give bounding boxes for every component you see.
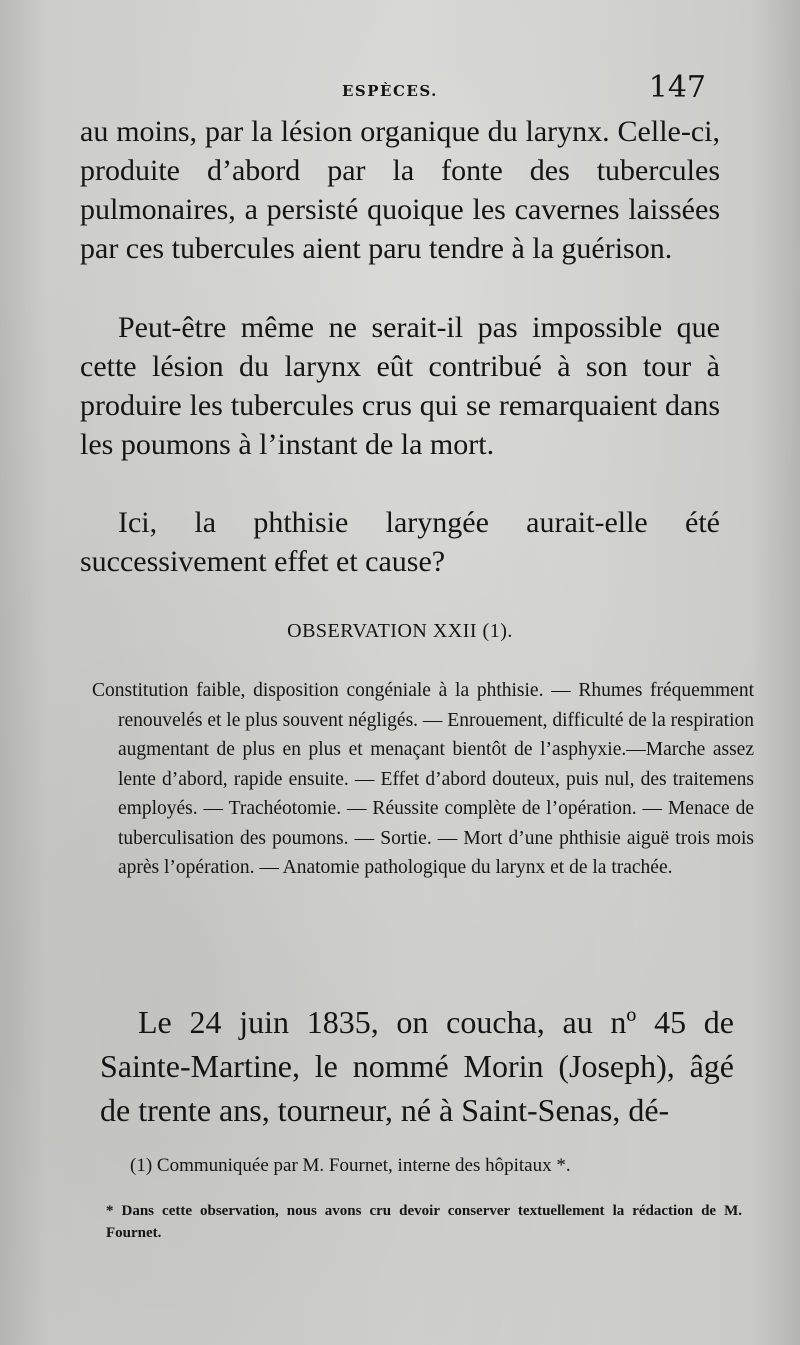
paragraph-2 [80,308,720,464]
observation-narrative-text: Le 24 juin 1835, on coucha, au nº 45 de Sainte-Martine, le nommé Morin (Joseph), âgé de trente ans, tourneur, né à Saint-Senas, dé- [100,1004,734,1128]
observation-title: OBSERVATION XXII (1). [287,620,513,642]
page-number: 147 [648,70,706,105]
observation-summary: Constitution faible, disposition congéniale à la phthisie. — Rhumes fréquemment renouvelés et le plus souvent négligés. — Enrouement, difficulté de la respiration augmentant de plus en plus et menaçant bientôt de l’asphyxie.—Marche assez lente d’abord, rapide ensuite. — Effet d’abord douteux, puis nul, des traitemens employés. — Trachéotomie. — Réussite complète de l’opération. — Menace de tuberculisation des poumons. — Sortie. — Mort d’une phthisie aiguë trois mois après l’opération. — Anatomie pathologique du larynx et de la trachée. [92,680,754,878]
paragraph-3-text: Ici, la phthisie laryngée aurait-elle été successivement effet et cause? [80,506,720,578]
paragraph-2-text: Peut-être même ne serait-il pas impossible que cette lésion du larynx eût contribué à son tour à produire les tubercules crus qui se remarquaient dans les poumons à l’instant de la mort. [80,311,720,461]
running-head: ESPÈCES. [342,82,438,100]
paragraph-1 [80,112,720,268]
observation-narrative [100,1000,734,1132]
paragraph-1-text: au moins, par la lésion organique du larynx. Celle-ci, produite d’abord par la fonte des tubercules pulmonaires, a persisté quoique les cavernes laissées par ces tubercules aient paru tendre à la guérison. [80,115,720,265]
paragraph-3 [80,503,720,581]
footnote-2: * Dans cette observation, nous avons cru devoir conserver textuellement la rédaction de M. Fournet. [106,1203,742,1241]
footnote-1: (1) Communiquée par M. Fournet, interne des hôpitaux *. [130,1155,571,1176]
page-header [80,70,720,112]
